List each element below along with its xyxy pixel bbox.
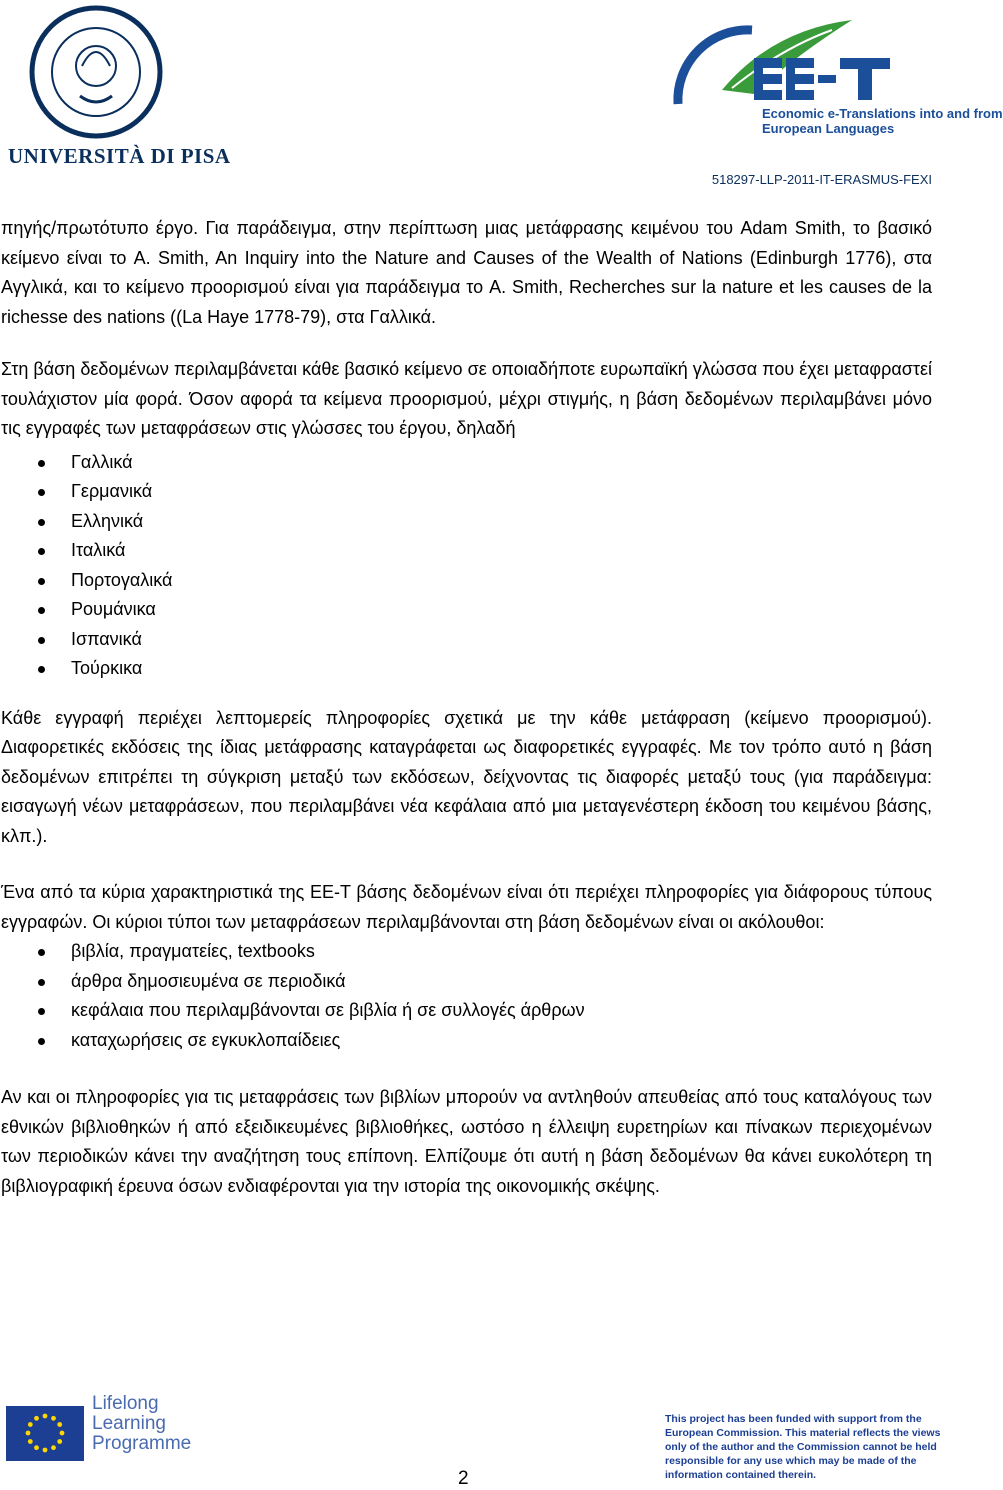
language-item: Ισπανικά <box>1 625 932 655</box>
paragraph-5: Αν και οι πληροφορίες για τις μεταφράσεις των βιβλίων μπορούν να αντληθούν απευθείας από τους καταλόγους των εθνικών βιβλιοθηκών ή από εξειδικευμένες βιβλιοθήκες, ωστόσο η έλλειψη ευρετηρίων και πίνακων περιεχομένων των περιοδικών κάνει την αναζήτηση τους επίπονη. Ελπίζουμε ότι αυτή η βάση δεδομένων θα κάνει ευκολότερη τη βιβλιογραφική έρευνα όσων ενδιαφέρονται για την ιστορία της οικονομικής σκέψης. <box>1 1087 932 1196</box>
types-list <box>1 937 932 1055</box>
university-name: UNIVERSITÀ DI PISA <box>8 144 231 168</box>
llp-line-2: Learning <box>92 1413 166 1434</box>
language-item: Πορτογαλικά <box>1 566 932 596</box>
language-item: Ρουμάνικα <box>1 595 932 625</box>
university-logo <box>8 4 231 172</box>
page-footer <box>0 1388 960 1490</box>
llp-logo-text <box>92 1394 191 1454</box>
eet-tagline-line1: Economic e-Translations into and from <box>762 106 1003 121</box>
paragraph-3: Κάθε εγγραφή περιέχει λεπτομερείς πληροφορίες σχετικά με την κάθε μετάφραση (κείμενο προορισμού). Διαφορετικές εκδόσεις της ίδιας μετάφρασης καταγράφεται ως διαφορετικές εγγραφές. Με τον τρόπο αυτό η βάση δεδομένων επιτρέπει τη σύγκριση μεταξύ των εκδόσεων, δείχνοντας τις διαφορές μεταξύ τους (για παράδειγμα: εισαγωγή νέων μεταφράσεων, που περιλαμβάνει νέα κεφάλαια από μια μεταγενέστερη έκδοση του κειμένου βάσης, κλπ.). <box>1 707 932 846</box>
page-number: 2 <box>458 1468 469 1489</box>
eet-tagline-line2: European Languages <box>762 121 895 136</box>
paragraph-4: Ένα από τα κύρια χαρακτηριστικά της EE-T βάσης δεδομένων είναι ότι περιέχει πληροφορίες για διάφορους τύπους εγγραφών. Οι κύριοι τύποι των μεταφράσεων περιλαμβάνονται στη βάση δεδομένων είναι οι ακόλουθοι: <box>1 882 932 932</box>
type-item: βιβλία, πραγματείες, textbooks <box>1 937 932 967</box>
language-item: Γαλλικά <box>1 448 932 478</box>
language-item: Γερμανικά <box>1 477 932 507</box>
eet-logo <box>662 18 1003 188</box>
eu-flag-icon <box>6 1406 84 1461</box>
university-seal-icon <box>28 4 164 140</box>
type-item: άρθρα δημοσιευμένα σε περιοδικά <box>1 967 932 997</box>
project-code: 518297-LLP-2011-IT-ERASMUS-FEXI <box>711 172 932 187</box>
type-item: καταχωρήσεις σε εγκυκλοπαίδειες <box>1 1026 932 1056</box>
language-item: Τούρκικα <box>1 654 932 684</box>
llp-line-3: Programme <box>92 1433 192 1454</box>
language-item: Ελληνικά <box>1 507 932 537</box>
paragraph-1: πηγής/πρωτότυπο έργο. Για παράδειγμα, στην περίπτωση μιας μετάφρασης κειμένου του Adam Smith, το βασικό κείμενο είναι το A. Smith, An Inquiry into the Nature and Causes of the Wealth of Nations (Edinburgh 1776), στα Αγγλικά, και το κείμενο προορισμού είναι για παράδειγμα το A. Smith, Recherches sur la nature et les causes de la richesse des nations ((La Haye 1778-79), στα Γαλλικά. <box>1 218 932 327</box>
paragraph-2: Στη βάση δεδομένων περιλαμβάνεται κάθε βασικό κείμενο σε οποιαδήποτε ευρωπαϊκή γλώσσα που έχει μεταφραστεί τουλάχιστον μία φορά. Όσον αφορά τα κείμενα προορισμού, μέχρι στιγμής, η βάση δεδομένων περιλαμβάνει μόνο τις εγγραφές των μεταφράσεων στις γλώσσες του έργου, δηλαδή <box>1 359 932 438</box>
eu-disclaimer: This project has been funded with support from the European Commission. This material reflects the views only of the author and the Commission cannot be held responsible for any use which may be made of the information contained therein. <box>665 1413 941 1481</box>
document-body <box>1 214 932 1201</box>
llp-line-1: Lifelong <box>92 1393 159 1414</box>
languages-list <box>1 448 932 684</box>
type-item: κεφάλαια που περιλαμβάνονται σε βιβλία ή σε συλλογές άρθρων <box>1 996 932 1026</box>
language-item: Ιταλικά <box>1 536 932 566</box>
